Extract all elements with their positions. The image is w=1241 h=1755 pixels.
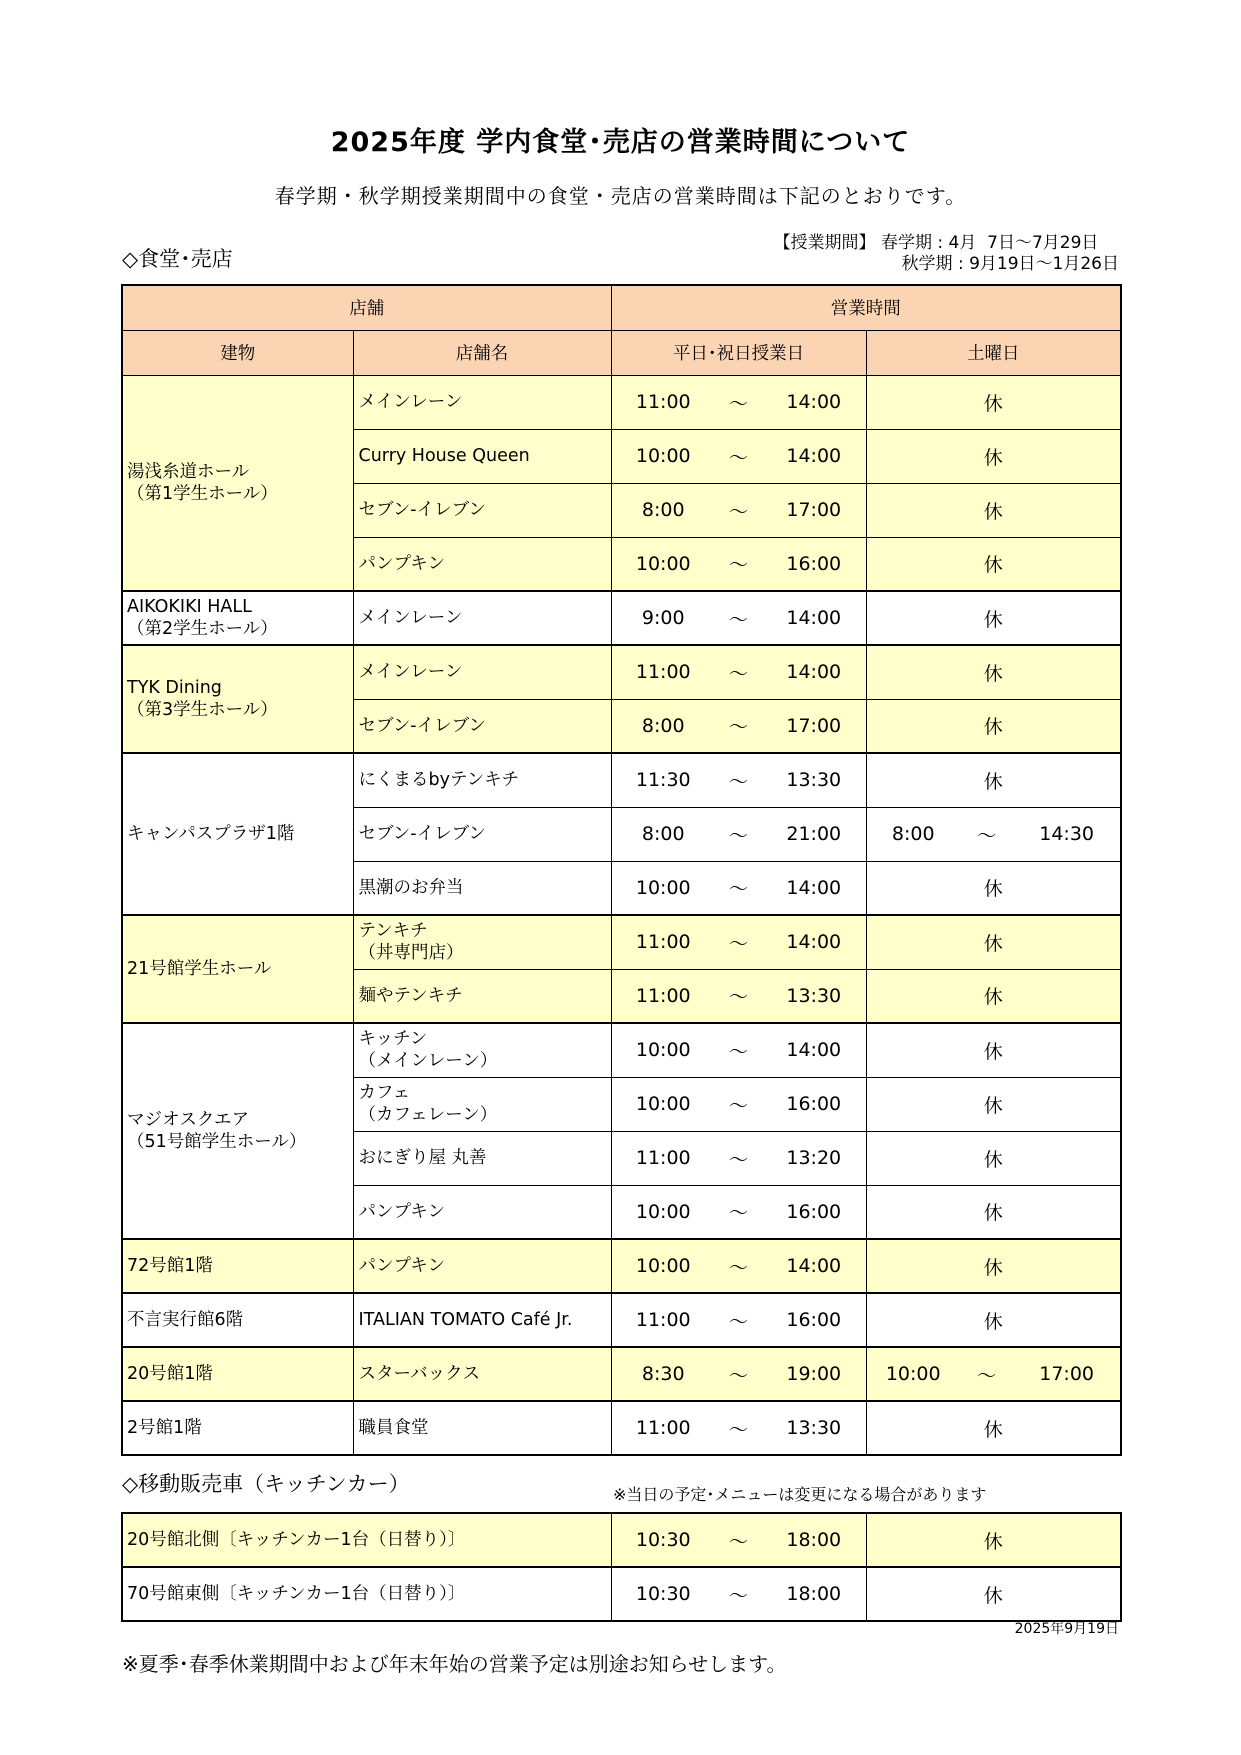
header-store-name: 店舗名	[353, 330, 611, 375]
saturday-closed: 休	[866, 969, 1121, 1023]
table-row	[122, 591, 1121, 645]
table-row	[122, 645, 1121, 699]
store-name-cell: メインレーン	[353, 645, 611, 699]
weekday-hours	[611, 1401, 866, 1455]
tilde: ～	[728, 878, 748, 901]
time-range	[612, 1307, 866, 1334]
weekday-hours	[611, 807, 866, 861]
store-name-cell: パンプキン	[353, 1239, 611, 1293]
period-spring: 【授業期間】 春学期 : 4月 7日～7月29日	[773, 233, 1099, 253]
page-title: 2025年度 学内食堂･売店の営業時間について	[330, 127, 911, 158]
kitchen-car-row	[122, 1567, 1121, 1621]
saturday-closed: 休	[866, 753, 1121, 807]
close-time: 14:30	[1039, 823, 1095, 845]
period-autumn: 秋学期 : 9月19日～1月26日	[901, 254, 1119, 274]
tilde: ～	[728, 608, 748, 631]
saturday-hours	[866, 1347, 1121, 1401]
close-time: 16:00	[786, 1200, 842, 1223]
time-range	[612, 1253, 866, 1280]
store-name-cell: 麺やテンキチ	[353, 969, 611, 1023]
open-time: 11:00	[635, 931, 691, 954]
table-row	[122, 753, 1121, 807]
close-time: 14:00	[786, 607, 842, 629]
open-time: 11:00	[635, 661, 691, 684]
store-name-cell: セブン-イレブン	[353, 807, 611, 861]
store-name-cell: 職員食堂	[353, 1401, 611, 1455]
table-row	[122, 915, 1121, 969]
tilde: ～	[728, 1584, 748, 1607]
tilde: ～	[728, 446, 748, 469]
weekday-hours	[611, 1513, 866, 1567]
issue-date: 2025年9月19日	[1014, 1621, 1119, 1637]
close-time: 13:30	[786, 769, 842, 792]
kitchen-car-table	[121, 1512, 1122, 1622]
time-range	[612, 1527, 866, 1554]
saturday-closed: 休	[866, 1023, 1121, 1077]
hours-table	[121, 284, 1122, 1456]
tilde: ～	[728, 554, 748, 577]
time-range	[612, 443, 866, 470]
store-name-cell: メインレーン	[353, 375, 611, 429]
tilde: ～	[728, 662, 748, 685]
close-time: 14:00	[786, 391, 842, 413]
open-time: 9:00	[641, 607, 685, 629]
time-range	[612, 389, 866, 416]
close-time: 19:00	[786, 1363, 842, 1385]
time-range	[612, 1037, 866, 1064]
kitchen-car-location: 70号館東側〔キッチンカー1台（日替り）〕	[122, 1567, 611, 1621]
tilde: ～	[728, 1148, 748, 1171]
kitchen-car-location: 20号館北側〔キッチンカー1台（日替り）〕	[122, 1513, 611, 1567]
open-time: 10:00	[635, 445, 691, 467]
time-range	[612, 712, 866, 739]
building-cell: AIKOKIKI HALL （第2学生ホール）	[122, 591, 353, 645]
time-range	[612, 659, 866, 686]
time-range	[867, 821, 1121, 848]
table-row	[122, 1293, 1121, 1347]
weekday-hours	[611, 915, 866, 969]
open-time: 8:00	[641, 499, 685, 521]
open-time: 10:00	[635, 1255, 691, 1277]
close-time: 13:20	[786, 1147, 842, 1169]
tilde: ～	[728, 1310, 748, 1333]
tilde: ～	[728, 1202, 748, 1225]
weekday-hours	[611, 1567, 866, 1621]
time-range	[612, 929, 866, 956]
open-time: 10:00	[635, 1039, 691, 1062]
weekday-hours	[611, 429, 866, 483]
table-row	[122, 1239, 1121, 1293]
tilde: ～	[728, 716, 748, 739]
close-time: 14:00	[786, 1255, 842, 1277]
close-time: 16:00	[786, 1093, 842, 1115]
tilde: ～	[728, 1040, 748, 1063]
saturday-closed: 休	[866, 1567, 1121, 1621]
store-name-cell: パンプキン	[353, 1185, 611, 1239]
weekday-hours	[611, 1131, 866, 1185]
close-time: 16:00	[786, 1309, 842, 1331]
weekday-hours	[611, 753, 866, 807]
weekday-hours	[611, 969, 866, 1023]
weekday-hours	[611, 537, 866, 591]
time-range	[612, 1091, 866, 1118]
building-cell: マジオスクエア （51号館学生ホール）	[122, 1023, 353, 1239]
open-time: 11:00	[635, 1417, 691, 1439]
close-time: 16:00	[786, 552, 842, 575]
time-range	[612, 605, 866, 632]
building-cell: 2号館1階	[122, 1401, 353, 1455]
close-time: 13:30	[786, 984, 842, 1007]
store-name-cell: テンキチ （丼専門店）	[353, 915, 611, 969]
tilde: ～	[728, 1094, 748, 1117]
store-name-cell: 黒潮のお弁当	[353, 861, 611, 915]
weekday-hours	[611, 375, 866, 429]
open-time: 11:30	[635, 769, 691, 792]
open-time: 8:00	[891, 823, 935, 845]
open-time: 8:00	[641, 714, 685, 737]
weekday-hours	[611, 1077, 866, 1131]
saturday-closed: 休	[866, 375, 1121, 429]
weekday-hours	[611, 1347, 866, 1401]
close-time: 14:00	[786, 661, 842, 684]
close-time: 17:00	[786, 499, 842, 521]
store-name-cell: ITALIAN TOMATO Café Jr.	[353, 1293, 611, 1347]
time-range	[612, 1198, 866, 1225]
saturday-closed: 休	[866, 915, 1121, 969]
saturday-closed: 休	[866, 1513, 1121, 1567]
saturday-closed: 休	[866, 699, 1121, 753]
time-range	[612, 1145, 866, 1172]
close-time: 17:00	[1039, 1363, 1095, 1385]
table-row	[122, 1347, 1121, 1401]
open-time: 10:00	[635, 1093, 691, 1115]
table-row	[122, 375, 1121, 429]
saturday-closed: 休	[866, 1077, 1121, 1131]
saturday-closed: 休	[866, 537, 1121, 591]
store-name-cell: セブン-イレブン	[353, 483, 611, 537]
open-time: 11:00	[635, 391, 691, 413]
saturday-closed: 休	[866, 429, 1121, 483]
time-range	[612, 1581, 866, 1608]
weekday-hours	[611, 699, 866, 753]
tilde: ～	[728, 986, 748, 1009]
tilde: ～	[977, 824, 997, 847]
header-saturday: 土曜日	[866, 330, 1121, 375]
header-store: 店舗	[122, 285, 611, 330]
section-heading-cafeteria: ◇食堂･売店	[122, 247, 233, 271]
saturday-closed: 休	[866, 1131, 1121, 1185]
open-time: 11:00	[635, 984, 691, 1007]
weekday-hours	[611, 645, 866, 699]
saturday-hours	[866, 807, 1121, 861]
open-time: 10:30	[635, 1583, 691, 1605]
open-time: 10:00	[885, 1363, 941, 1385]
time-range	[612, 550, 866, 577]
close-time: 13:30	[786, 1417, 842, 1439]
close-time: 14:00	[786, 931, 842, 954]
time-range	[612, 767, 866, 794]
open-time: 11:00	[635, 1309, 691, 1331]
building-cell: 不言実行館6階	[122, 1293, 353, 1347]
building-cell: 21号館学生ホール	[122, 915, 353, 1023]
weekday-hours	[611, 1293, 866, 1347]
close-time: 14:00	[786, 876, 842, 899]
tilde: ～	[728, 824, 748, 847]
section-heading-kitchen-car: ◇移動販売車（キッチンカー）	[122, 1472, 410, 1496]
close-time: 21:00	[786, 823, 842, 845]
store-name-cell: メインレーン	[353, 591, 611, 645]
tilde: ～	[728, 1256, 748, 1279]
open-time: 10:00	[635, 552, 691, 575]
class-period	[774, 233, 1119, 275]
tilde: ～	[728, 1530, 748, 1553]
open-time: 10:00	[635, 876, 691, 899]
store-name-cell: にくまるbyテンキチ	[353, 753, 611, 807]
saturday-closed: 休	[866, 1185, 1121, 1239]
saturday-closed: 休	[866, 645, 1121, 699]
weekday-hours	[611, 1185, 866, 1239]
building-cell: キャンパスプラザ1階	[122, 753, 353, 915]
saturday-closed: 休	[866, 483, 1121, 537]
building-cell: 湯浅糸道ホール （第1学生ホール）	[122, 375, 353, 591]
weekday-hours	[611, 861, 866, 915]
schedule-change-note: ※当日の予定･メニューは変更になる場合があります	[613, 1485, 987, 1504]
tilde: ～	[728, 932, 748, 955]
weekday-hours	[611, 591, 866, 645]
saturday-closed: 休	[866, 1401, 1121, 1455]
store-name-cell: キッチン （メインレーン）	[353, 1023, 611, 1077]
weekday-hours	[611, 1023, 866, 1077]
weekday-hours	[611, 483, 866, 537]
page-subtitle: 春学期・秋学期授業期間中の食堂・売店の営業時間は下記のとおりです。	[274, 184, 967, 208]
tilde: ～	[977, 1364, 997, 1387]
open-time: 10:00	[635, 1200, 691, 1223]
time-range	[612, 1361, 866, 1388]
tilde: ～	[728, 1418, 748, 1441]
time-range	[612, 874, 866, 901]
close-time: 14:00	[786, 445, 842, 467]
tilde: ～	[728, 1364, 748, 1387]
saturday-closed: 休	[866, 591, 1121, 645]
header-weekday: 平日･祝日授業日	[611, 330, 866, 375]
saturday-closed: 休	[866, 1239, 1121, 1293]
tilde: ～	[728, 500, 748, 523]
close-time: 14:00	[786, 1039, 842, 1062]
tilde: ～	[728, 392, 748, 415]
time-range	[867, 1361, 1121, 1388]
table-row	[122, 1401, 1121, 1455]
table-row	[122, 1023, 1121, 1077]
building-cell: 20号館1階	[122, 1347, 353, 1401]
time-range	[612, 1415, 866, 1442]
saturday-closed: 休	[866, 1293, 1121, 1347]
time-range	[612, 497, 866, 524]
store-name-cell: おにぎり屋 丸善	[353, 1131, 611, 1185]
saturday-closed: 休	[866, 861, 1121, 915]
store-name-cell: スターバックス	[353, 1347, 611, 1401]
open-time: 11:00	[635, 1147, 691, 1169]
weekday-hours	[611, 1239, 866, 1293]
close-time: 18:00	[786, 1583, 842, 1605]
kitchen-car-row	[122, 1513, 1121, 1567]
tilde: ～	[728, 770, 748, 793]
time-range	[612, 982, 866, 1009]
open-time: 8:00	[641, 823, 685, 845]
close-time: 17:00	[786, 714, 842, 737]
footer-note: ※夏季･春季休業期間中および年末年始の営業予定は別途お知らせします。	[122, 1652, 787, 1676]
store-name-cell: カフェ （カフェレーン）	[353, 1077, 611, 1131]
open-time: 10:30	[635, 1529, 691, 1551]
store-name-cell: Curry House Queen	[353, 429, 611, 483]
close-time: 18:00	[786, 1529, 842, 1551]
header-hours: 営業時間	[611, 285, 1121, 330]
building-cell: TYK Dining （第3学生ホール）	[122, 645, 353, 753]
building-cell: 72号館1階	[122, 1239, 353, 1293]
store-name-cell: セブン-イレブン	[353, 699, 611, 753]
time-range	[612, 821, 866, 848]
store-name-cell: パンプキン	[353, 537, 611, 591]
header-building: 建物	[122, 330, 353, 375]
open-time: 8:30	[641, 1363, 685, 1385]
